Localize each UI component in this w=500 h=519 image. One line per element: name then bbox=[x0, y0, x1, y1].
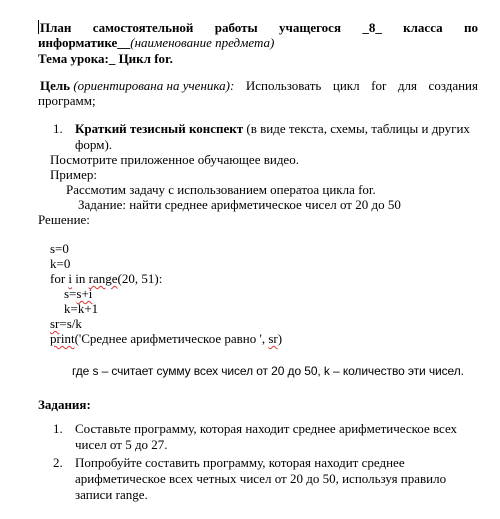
goal-hint: (ориентирована на ученика): bbox=[73, 78, 235, 93]
goal-continuation: программ; bbox=[38, 93, 96, 108]
lesson-topic: Тема урока:_ Цикл for. bbox=[38, 51, 173, 66]
solution-label: Решение: bbox=[38, 212, 90, 227]
goal-line bbox=[40, 78, 478, 93]
header-word: работы bbox=[214, 20, 258, 35]
code-token: (20, 51): bbox=[117, 271, 163, 286]
tasks-heading: Задания: bbox=[38, 397, 91, 412]
task-text-cont: арифметическое всех четных чисел от 20 до 50, используя правило bbox=[75, 471, 447, 486]
task-item bbox=[53, 421, 457, 436]
item-description: (в виде текста, схемы, таблицы и других bbox=[243, 121, 470, 136]
code-token: in bbox=[72, 271, 89, 286]
header-word: План bbox=[40, 20, 72, 35]
goal-word: создания bbox=[428, 78, 478, 93]
task-text-cont: записи range. bbox=[75, 487, 148, 502]
goal-word: цикл bbox=[332, 78, 360, 93]
code-line: k=0 bbox=[50, 256, 71, 271]
code-token: =s/k bbox=[59, 316, 82, 331]
example-label: Пример: bbox=[50, 167, 97, 182]
code-token: s= bbox=[64, 286, 77, 301]
code-line: k=k+1 bbox=[64, 301, 99, 316]
goal-label: Цель bbox=[40, 78, 71, 93]
code-token: s+i bbox=[76, 286, 93, 301]
task-text: Попробуйте составить программу, которая находит среднее bbox=[75, 455, 405, 470]
code-token: ) bbox=[277, 331, 283, 346]
task-statement: Задание: найти среднее арифметическое чисел от 20 до 50 bbox=[78, 197, 401, 212]
item-title: Краткий тезисный конспект bbox=[75, 121, 244, 136]
task-number: 1. bbox=[53, 421, 63, 436]
code-token: print bbox=[50, 331, 75, 346]
goal-word: для bbox=[397, 78, 417, 93]
explanation-text: где s – считает сумму всех чисел от 20 до 50, k – количество эти чисел. bbox=[72, 364, 464, 378]
code-token: i bbox=[68, 271, 73, 286]
task-number: 2. bbox=[53, 455, 63, 470]
task-text: Составьте программу, которая находит среднее арифметическое всех bbox=[75, 421, 458, 436]
header-word: самостоятельной bbox=[92, 20, 194, 35]
code-token: sr bbox=[268, 331, 278, 346]
header-word: класса bbox=[403, 20, 443, 35]
subject-line bbox=[38, 35, 274, 50]
goal-word: for bbox=[371, 78, 387, 93]
header-word: по bbox=[463, 20, 478, 35]
code-token: sr bbox=[50, 316, 60, 331]
code-line bbox=[50, 271, 162, 286]
subject-hint: (наименование предмета) bbox=[130, 35, 275, 50]
watch-video-text: Посмотрите приложенное обучающее видео. bbox=[50, 152, 299, 167]
code-line: s=0 bbox=[50, 241, 69, 256]
plan-header-line bbox=[38, 20, 478, 35]
code-line bbox=[64, 286, 92, 301]
code-token: range bbox=[88, 271, 118, 286]
code-token: for bbox=[50, 271, 69, 286]
task-text-cont: чисел от 5 до 27. bbox=[75, 437, 168, 452]
item-description-cont: форм). bbox=[75, 137, 113, 152]
summary-item bbox=[53, 121, 470, 136]
task-item bbox=[53, 455, 405, 470]
item-number: 1. bbox=[53, 121, 63, 136]
example-description: Рассмотим задачу с использованием опеpатоа цикла for. bbox=[66, 182, 376, 197]
code-line bbox=[50, 331, 282, 346]
text-cursor bbox=[38, 20, 39, 34]
subject-name: информатике__ bbox=[38, 35, 131, 50]
code-line bbox=[50, 316, 82, 331]
header-word: _8_ bbox=[362, 20, 382, 35]
header-word: учащегося bbox=[279, 20, 341, 35]
goal-lead bbox=[40, 78, 234, 93]
goal-word: Использовать bbox=[245, 78, 322, 93]
code-token: ('Среднее арифметическое равно ', bbox=[74, 331, 269, 346]
